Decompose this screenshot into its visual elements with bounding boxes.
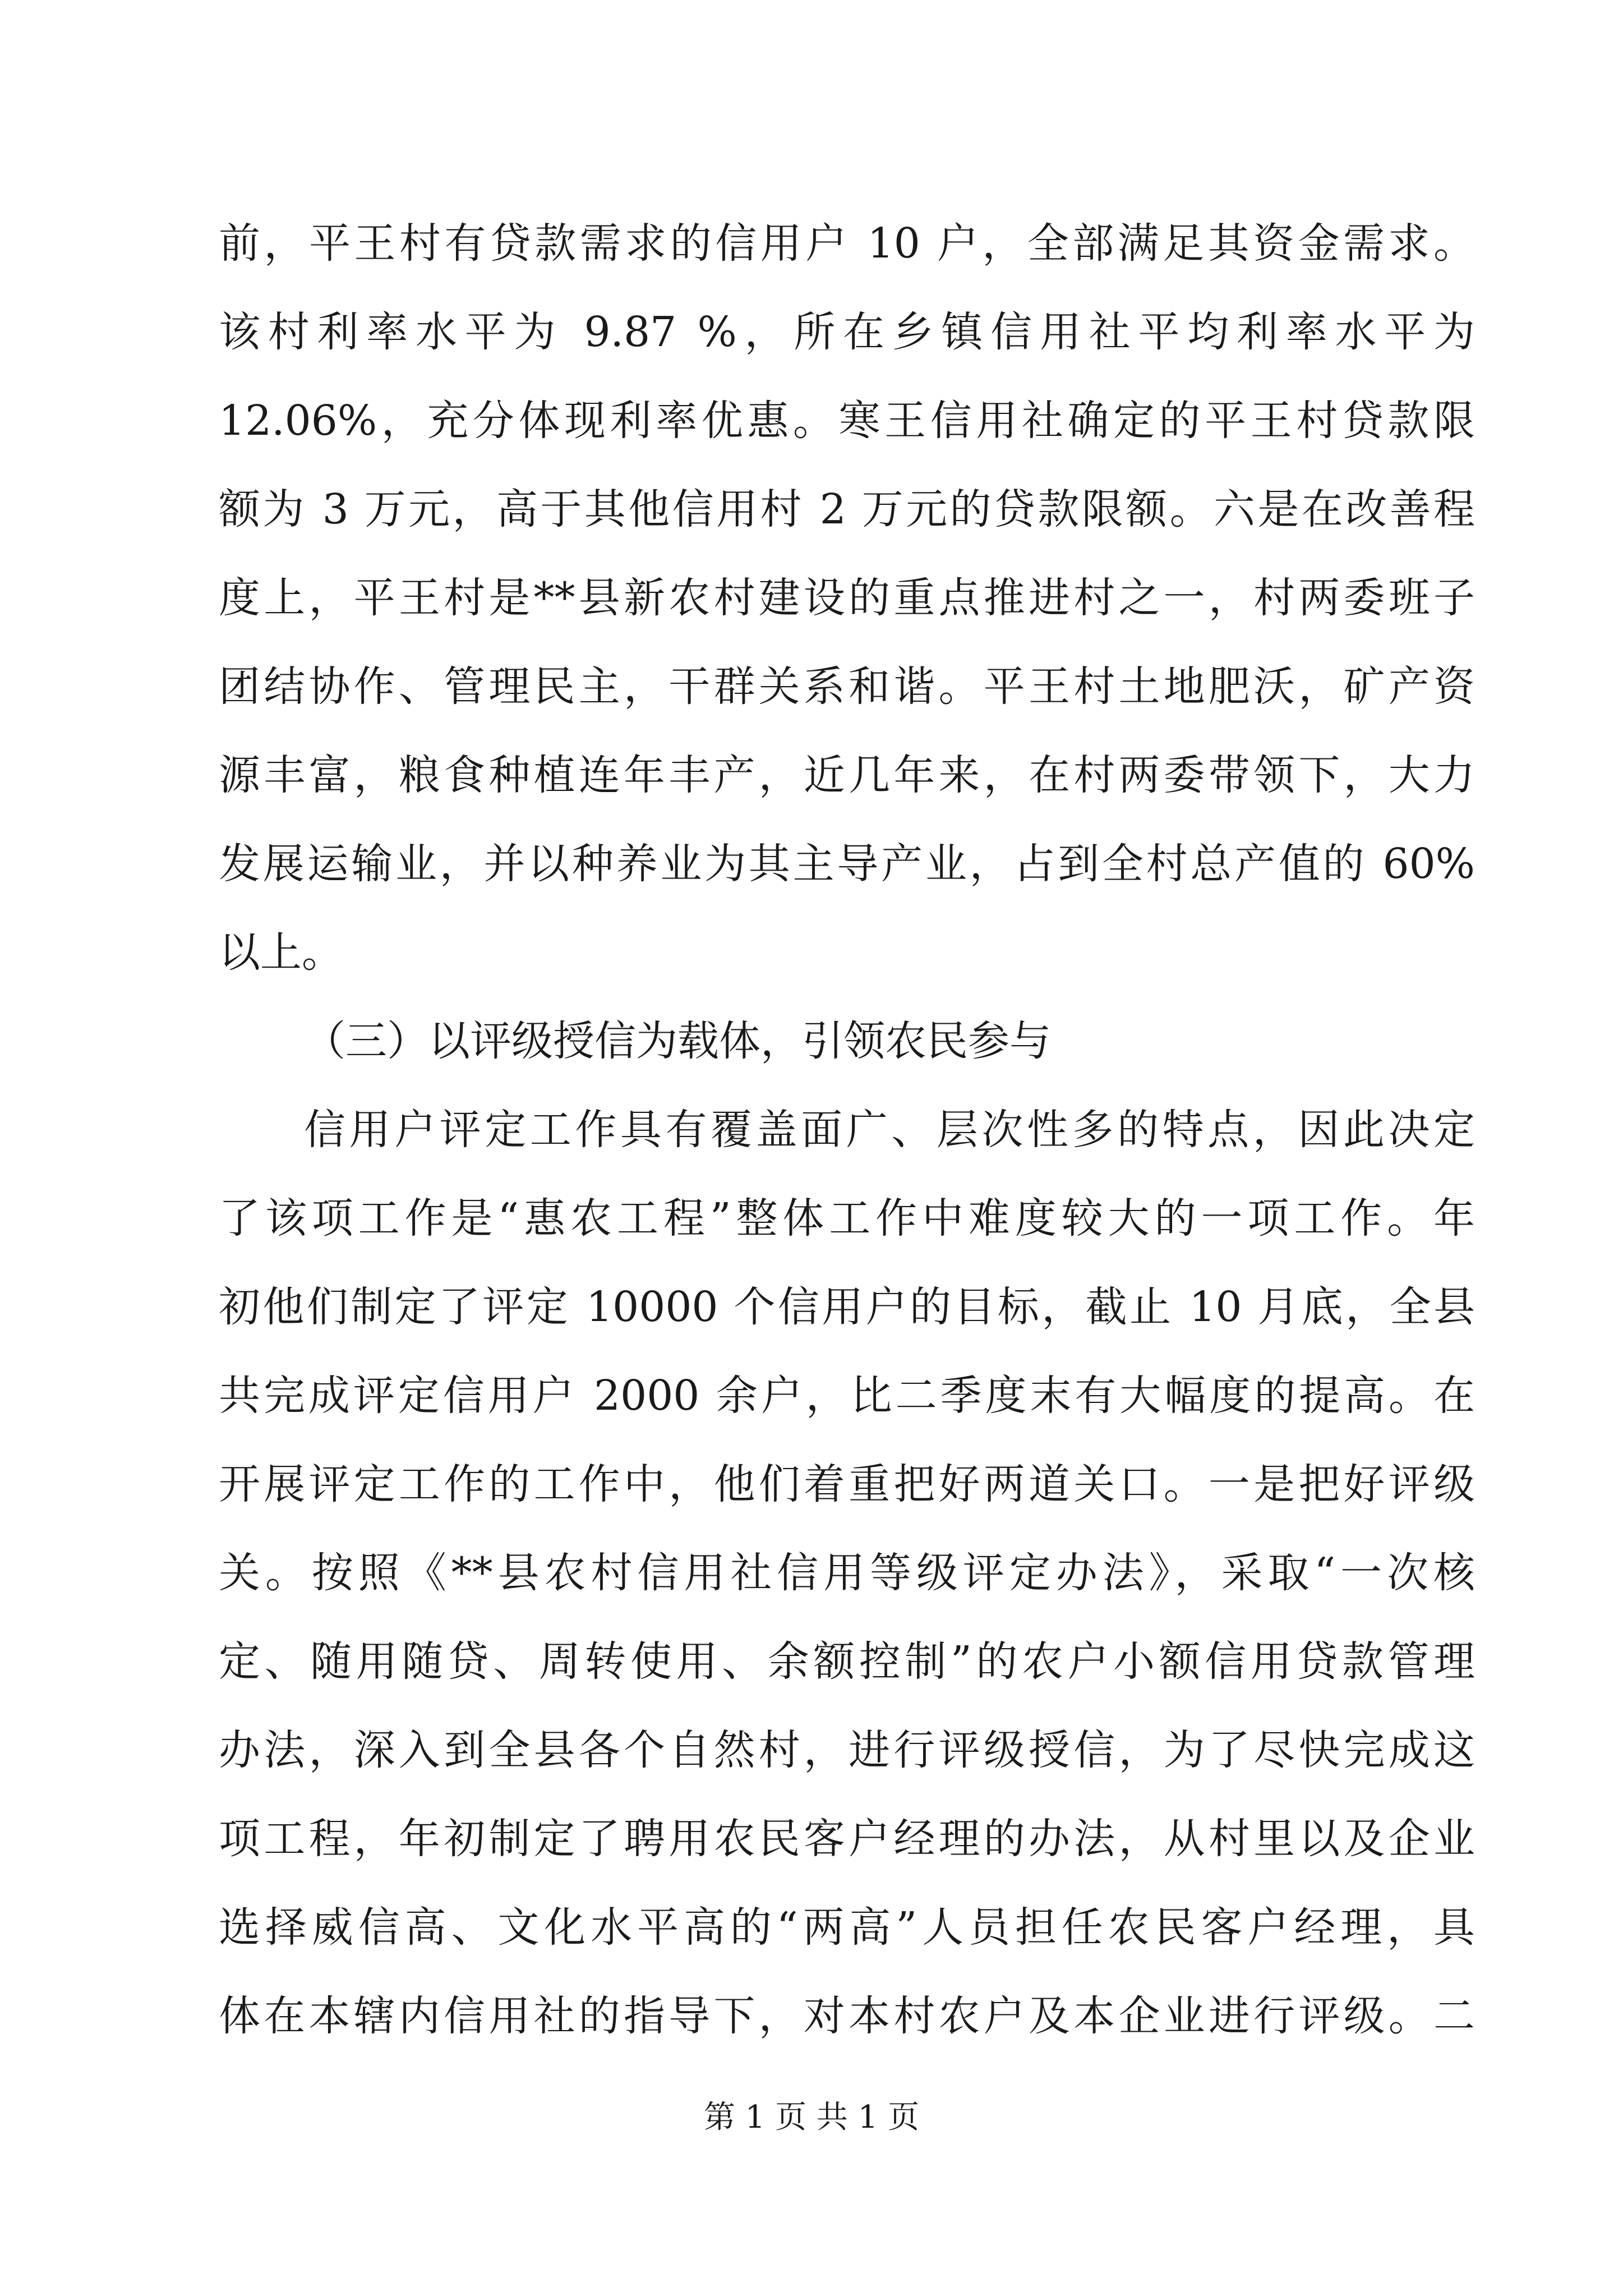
text-line: 以上。 (219, 928, 343, 977)
text-line: 源丰富，粮食种植连年丰产，近几年来，在村两委带领下，大力 (219, 751, 1475, 799)
text-line: 开展评定工作的工作中，他们着重把好两道关口。一是把好评级 (219, 1460, 1475, 1508)
text-line: 初他们制定了评定 10000 个信用户的目标，截止 10 月底，全县 (219, 1283, 1475, 1331)
text-line: 办法，深入到全县各个自然村，进行评级授信，为了尽快完成这 (219, 1726, 1475, 1774)
paragraph-first-line: 信用户评定工作具有覆盖面广、层次性多的特点，因此决定 (304, 1106, 1475, 1154)
text-line: 项工程，年初制定了聘用农民客户经理的办法，从村里以及企业 (219, 1815, 1475, 1863)
text-line: 团结协作、管理民主，干群关系和谐。平王村土地肥沃，矿产资 (219, 662, 1475, 711)
text-line: 度上，平王村是**县新农村建设的重点推进村之一，村两委班子 (219, 574, 1475, 622)
text-line: 共完成评定信用户 2000 余户，比二季度末有大幅度的提高。在 (219, 1372, 1475, 1420)
page-footer: 第 1 页 共 1 页 (703, 2099, 920, 2136)
text-line: 关。按照《**县农村信用社信用等级评定办法》，采取“一次核 (219, 1549, 1475, 1597)
text-line: 了该项工作是“惠农工程”整体工作中难度较大的一项工作。年 (219, 1194, 1475, 1243)
text-line: 该村利率水平为 9.87 %，所在乡镇信用社平均利率水平为 (219, 308, 1475, 356)
text-line: 体在本辖内信用社的指导下，对本村农户及本企业进行评级。二 (219, 1992, 1475, 2040)
text-line: 选择威信高、文化水平高的“两高”人员担任农民客户经理，具 (219, 1903, 1475, 1952)
text-line: 定、随用随贷、周转使用、余额控制”的农户小额信用贷款管理 (219, 1637, 1475, 1686)
section-heading: （三）以评级授信为载体，引领农民参与 (304, 1017, 1051, 1065)
text-line: 前，平王村有贷款需求的信用户 10 户，全部满足其资金需求。 (219, 219, 1475, 268)
text-line: 12.06%，充分体现利率优惠。寒王信用社确定的平王村贷款限 (219, 397, 1475, 445)
text-line: 发展运输业，并以种养业为其主导产业，占到全村总产值的 60% (219, 840, 1475, 888)
text-line: 额为 3 万元，高于其他信用村 2 万元的贷款限额。六是在改善程 (219, 485, 1475, 533)
